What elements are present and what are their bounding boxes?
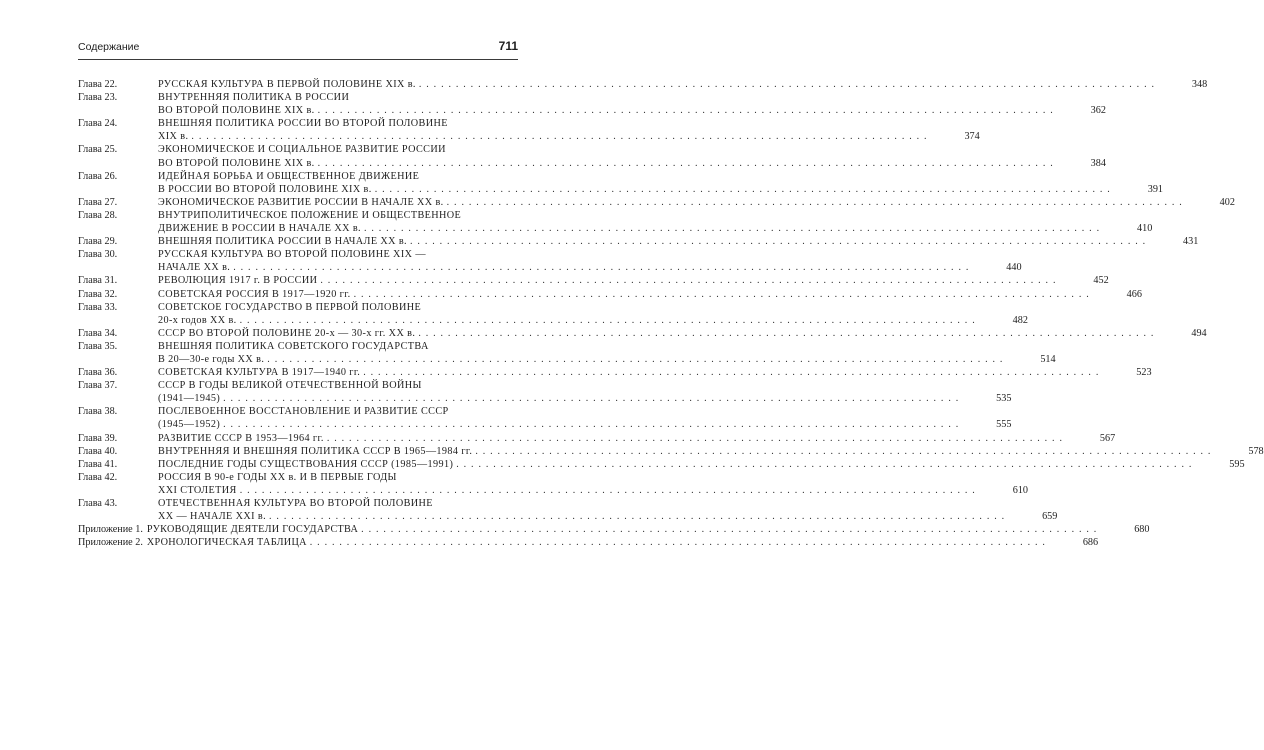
chapter-label: Глава 39. <box>78 432 118 444</box>
chapter-title-text: НАЧАЛЕ XX в. <box>158 262 231 274</box>
chapter-title-text: ЭКОНОМИЧЕСКОЕ РАЗВИТИЕ РОССИИ В НАЧАЛЕ XX в. <box>158 196 444 208</box>
chapter-title-text: ДВИЖЕНИЕ В РОССИИ В НАЧАЛЕ XX в. <box>158 223 361 235</box>
toc-entry[interactable] <box>78 327 1207 340</box>
chapter-title-text: СОВЕТСКАЯ КУЛЬТУРА В 1917—1940 гг. <box>158 367 361 379</box>
chapter-title-line <box>158 445 1212 458</box>
appendix-title-line <box>147 536 1046 549</box>
chapter-title-line <box>158 157 1054 170</box>
chapter-title-line <box>158 78 1155 91</box>
entry-page-number: 362 <box>1090 105 1106 117</box>
chapter-label: Глава 43. <box>78 498 118 509</box>
appendix-label: Приложение 1. <box>78 524 143 536</box>
entry-page-number: 578 <box>1248 445 1264 457</box>
appendix-entry[interactable] <box>78 523 1150 536</box>
toc-entry[interactable] <box>78 471 1029 497</box>
chapter-title-text: РУССКАЯ КУЛЬТУРА В ПЕРВОЙ ПОЛОВИНЕ XIX в. <box>158 79 416 90</box>
entry-page-number: 374 <box>964 131 980 143</box>
entry-title-block <box>147 523 1150 536</box>
chapter-title-line <box>158 471 976 484</box>
chapter-label: Глава 32. <box>78 288 118 300</box>
chapter-title-text: СССР В ГОДЫ ВЕЛИКОЙ ОТЕЧЕСТВЕННОЙ ВОЙНЫ <box>158 380 422 392</box>
chapter-label: Глава 37. <box>78 380 118 392</box>
chapter-title-text: XX — НАЧАЛЕ XXI в. <box>158 511 267 523</box>
entry-page-number: 567 <box>1099 432 1116 444</box>
entry-title-block <box>158 497 1057 523</box>
dot-leader <box>318 104 1054 117</box>
chapter-title-line <box>158 327 1155 340</box>
entry-title-block <box>158 117 980 143</box>
chapter-title-line <box>158 366 1100 379</box>
entry-page-number: 659 <box>1042 511 1058 523</box>
chapter-title-line <box>158 196 1183 209</box>
dot-leader <box>363 366 1099 379</box>
chapter-title-line <box>158 340 1004 353</box>
entry-title-block <box>158 301 1028 327</box>
entry-page-number: 686 <box>1082 537 1099 549</box>
chapter-title-text: СССР ВО ВТОРОЙ ПОЛОВИНЕ 20-х — 30-х гг. XX в. <box>158 327 416 339</box>
entry-page-number: 680 <box>1134 524 1150 536</box>
chapter-title-line <box>158 432 1063 445</box>
chapter-title-text: ИДЕЙНАЯ БОРЬБА И ОБЩЕСТВЕННОЕ ДВИЖЕНИЕ <box>158 170 420 182</box>
dot-leader <box>191 130 927 143</box>
toc-entry[interactable] <box>78 288 1142 301</box>
entry-title-block <box>158 91 1106 117</box>
chapter-title-text: РОССИЯ В 90-е ГОДЫ XX в. И В ПЕРВЫЕ ГОДЫ <box>158 471 397 483</box>
chapter-label: Глава 23. <box>78 92 118 104</box>
entry-title-block <box>147 536 1098 549</box>
entry-title-block <box>158 327 1207 340</box>
appendix-title-text: ХРОНОЛОГИЧЕСКАЯ ТАБЛИЦА <box>146 537 307 549</box>
chapter-title-line <box>158 130 928 143</box>
chapter-title-text: ВНУТРЕННЯЯ И ВНЕШНЯЯ ПОЛИТИКА СССР В 1965—1984 гг. <box>158 445 473 457</box>
entry-title-block <box>158 445 1264 458</box>
entry-title-block <box>158 209 1152 235</box>
entry-page-number: 494 <box>1191 327 1207 339</box>
toc-entry[interactable] <box>78 445 1264 458</box>
dot-leader <box>318 157 1054 170</box>
chapter-title-text: ВНУТРЕННЯЯ ПОЛИТИКА В РОССИИ <box>158 92 350 104</box>
dot-leader <box>223 418 959 431</box>
chapter-label: Глава 27. <box>78 196 118 208</box>
toc-entry[interactable] <box>78 379 1012 405</box>
chapter-label: Глава 28. <box>78 209 118 221</box>
chapter-title-text: В РОССИИ ВО ВТОРОЙ ПОЛОВИНЕ XIX в. <box>158 183 372 195</box>
chapter-title-text: СОВЕТСКОЕ ГОСУДАРСТВО В ПЕРВОЙ ПОЛОВИНЕ <box>158 301 422 313</box>
toc-entry[interactable] <box>78 497 1058 523</box>
chapter-title-line <box>158 392 959 405</box>
chapter-title-text: ЭКОНОМИЧЕСКОЕ И СОЦИАЛЬНОЕ РАЗВИТИЕ РОССИИ <box>158 144 446 156</box>
entry-title-block <box>158 458 1245 471</box>
chapter-title-text: ВНУТРИПОЛИТИЧЕСКОЕ ПОЛОЖЕНИЕ И ОБЩЕСТВЕННОЕ <box>158 209 462 221</box>
chapter-title-line <box>158 288 1090 301</box>
entry-page-number: 523 <box>1136 367 1152 379</box>
dot-leader <box>320 274 1056 287</box>
entry-page-number: 348 <box>1191 79 1208 90</box>
entry-title-block <box>158 248 1022 274</box>
dot-leader <box>361 523 1097 536</box>
entry-page-number: 431 <box>1183 236 1199 248</box>
chapter-label: Глава 22. <box>78 79 118 90</box>
entry-title-block <box>158 274 1109 287</box>
dot-leader <box>223 392 959 405</box>
chapter-title-text: 20-х годов XX в. <box>158 314 237 326</box>
toc-entry[interactable] <box>78 235 1199 248</box>
entry-page-number: 440 <box>1006 262 1022 274</box>
chapter-title-text: XIX в. <box>158 131 189 143</box>
entry-page-number: 391 <box>1147 183 1163 195</box>
chapter-title-text: ПОСЛЕВОЕННОЕ ВОССТАНОВЛЕНИЕ И РАЗВИТИЕ СССР <box>158 406 449 418</box>
chapter-title-line <box>158 104 1054 117</box>
chapter-title-text: СОВЕТСКАЯ РОССИЯ В 1917—1920 гг. <box>158 288 351 300</box>
table-of-contents <box>78 78 1264 549</box>
entry-title-block <box>158 196 1235 209</box>
page-header <box>78 37 518 60</box>
entry-title-block <box>158 366 1152 379</box>
chapter-label: Глава 40. <box>78 445 118 457</box>
toc-entry[interactable] <box>78 143 1106 169</box>
entry-title-block <box>158 405 1011 431</box>
chapter-label: Глава 36. <box>78 367 118 379</box>
entry-page-number: 482 <box>1012 314 1028 326</box>
chapter-label: Глава 29. <box>78 236 118 248</box>
chapter-title-line <box>158 274 1057 287</box>
entry-page-number: 466 <box>1126 288 1142 300</box>
toc-entry[interactable] <box>78 458 1245 471</box>
chapter-label: Глава 35. <box>78 340 118 352</box>
chapter-title-line <box>158 170 1111 183</box>
toc-entry[interactable] <box>78 209 1153 235</box>
chapter-title-line <box>158 405 959 418</box>
chapter-title-line <box>158 91 1054 104</box>
entry-page-number: 610 <box>1012 484 1029 496</box>
chapter-title-text: ПОСЛЕДНИЕ ГОДЫ СУЩЕСТВОВАНИЯ СССР (1985—1991) <box>158 458 454 470</box>
chapter-title-line <box>158 497 1005 510</box>
chapter-title-text: ВНЕШНЯЯ ПОЛИТИКА РОССИИ В НАЧАЛЕ XX в. <box>158 236 408 248</box>
chapter-label: Глава 41. <box>78 458 118 470</box>
toc-entry[interactable] <box>78 248 1022 274</box>
chapter-title-line <box>158 183 1111 196</box>
entry-page-number: 535 <box>996 393 1012 405</box>
entry-title-block <box>158 143 1106 169</box>
chapter-label: Глава 24. <box>78 118 118 130</box>
chapter-title-text: (1941—1945) <box>158 393 221 405</box>
entry-page-number: 410 <box>1137 223 1153 235</box>
chapter-title-line <box>158 379 959 392</box>
dot-leader <box>419 78 1155 91</box>
dot-leader <box>456 458 1192 471</box>
appendix-title-line <box>147 523 1098 536</box>
entry-page-number: 595 <box>1229 458 1245 470</box>
dot-leader <box>240 314 976 327</box>
appendix-label: Приложение 2. <box>78 537 143 549</box>
dot-leader <box>475 445 1211 458</box>
page-number: 711 <box>498 39 518 53</box>
appendix-entry[interactable] <box>78 536 1099 549</box>
chapter-title-line <box>158 209 1100 222</box>
chapter-title-line <box>158 314 976 327</box>
entry-title-block <box>158 170 1163 196</box>
chapter-title-text: РУССКАЯ КУЛЬТУРА ВО ВТОРОЙ ПОЛОВИНЕ XIX — <box>158 249 426 261</box>
entry-title-block <box>158 340 1056 366</box>
dot-leader <box>240 484 976 497</box>
entry-page-number: 452 <box>1093 275 1109 287</box>
toc-entry[interactable] <box>78 117 980 143</box>
chapter-title-text: РЕВОЛЮЦИЯ 1917 г. В РОССИИ <box>158 275 318 287</box>
appendix-title-text: РУКОВОДЯЩИЕ ДЕЯТЕЛИ ГОСУДАРСТВА <box>146 524 359 536</box>
chapter-title-text: (1945—1952) <box>158 419 221 431</box>
chapter-title-line <box>158 301 976 314</box>
chapter-label: Глава 34. <box>78 327 118 339</box>
dot-leader <box>418 327 1154 340</box>
entry-page-number: 514 <box>1040 353 1056 365</box>
chapter-title-line <box>158 117 928 130</box>
dot-leader <box>354 288 1090 301</box>
chapter-title-line <box>158 353 1004 366</box>
chapter-label: Глава 42. <box>78 471 118 483</box>
chapter-label: Глава 26. <box>78 170 118 182</box>
toc-entry[interactable] <box>78 340 1056 366</box>
chapter-title-line <box>158 261 970 274</box>
entry-page-number: 384 <box>1090 157 1106 169</box>
toc-entry[interactable] <box>78 78 1208 91</box>
toc-entry[interactable] <box>78 301 1028 327</box>
entry-title-block <box>158 235 1198 248</box>
chapter-title-line <box>158 510 1005 523</box>
dot-leader <box>447 196 1183 209</box>
entry-title-block <box>158 78 1207 91</box>
chapter-title-text: ВО ВТОРОЙ ПОЛОВИНЕ XIX в. <box>158 105 315 117</box>
chapter-label: Глава 25. <box>78 144 118 156</box>
toc-entry[interactable] <box>78 274 1109 287</box>
entry-title-block <box>158 288 1142 301</box>
chapter-title-text: XXI СТОЛЕТИЯ <box>158 484 237 496</box>
dot-leader <box>410 235 1146 248</box>
dot-leader <box>269 510 1005 523</box>
chapter-title-line <box>158 484 976 497</box>
chapter-title-text: ВНЕШНЯЯ ПОЛИТИКА РОССИИ ВО ВТОРОЙ ПОЛОВИНЕ <box>158 118 448 130</box>
chapter-label: Глава 33. <box>78 301 118 313</box>
dot-leader <box>310 536 1046 549</box>
toc-entry[interactable] <box>78 366 1152 379</box>
dot-leader <box>267 353 1003 366</box>
entry-title-block <box>158 432 1115 445</box>
chapter-title-line <box>158 222 1100 235</box>
chapter-label: Глава 38. <box>78 406 118 418</box>
chapter-label: Глава 30. <box>78 249 118 261</box>
chapter-title-text: ВНЕШНЯЯ ПОЛИТИКА СОВЕТСКОГО ГОСУДАРСТВА <box>158 340 429 352</box>
chapter-title-line <box>158 143 1054 156</box>
running-title: Содержание <box>78 41 140 53</box>
dot-leader <box>375 183 1111 196</box>
toc-entry[interactable] <box>78 196 1235 209</box>
entry-title-block <box>158 379 1011 405</box>
chapter-title-text: ВО ВТОРОЙ ПОЛОВИНЕ XIX в. <box>158 157 315 169</box>
chapter-title-line <box>158 235 1146 248</box>
toc-entry[interactable] <box>78 170 1163 196</box>
toc-entry[interactable] <box>78 405 1012 431</box>
dot-leader <box>364 222 1100 235</box>
chapter-title-text: РАЗВИТИЕ СССР В 1953—1964 гг. <box>158 432 324 444</box>
chapter-title-text: В 20—30-е годы XX в. <box>158 353 265 365</box>
entry-title-block <box>158 471 1028 497</box>
entry-page-number: 555 <box>996 419 1012 431</box>
dot-leader <box>327 432 1063 445</box>
chapter-title-text: ОТЕЧЕСТВЕННАЯ КУЛЬТУРА ВО ВТОРОЙ ПОЛОВИНЕ <box>158 498 433 509</box>
toc-entry[interactable] <box>78 91 1106 117</box>
dot-leader <box>233 261 969 274</box>
chapter-label: Глава 31. <box>78 275 118 287</box>
chapter-title-line <box>158 458 1193 471</box>
entry-page-number: 402 <box>1219 196 1235 208</box>
chapter-title-line <box>158 418 959 431</box>
chapter-title-line <box>158 248 970 261</box>
toc-entry[interactable] <box>78 432 1116 445</box>
